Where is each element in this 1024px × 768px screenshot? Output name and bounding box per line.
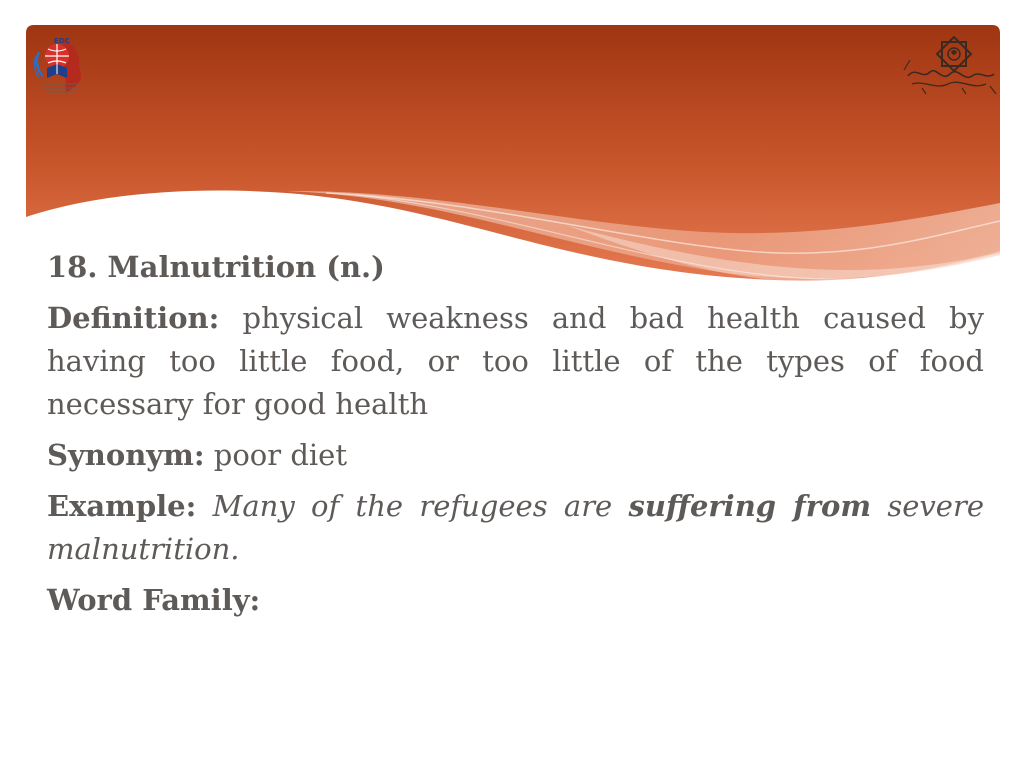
definition-row: [47, 297, 984, 426]
synonym-label: Synonym:: [47, 438, 205, 472]
example-emphasis: suffering from: [628, 489, 872, 523]
entry-heading: [47, 246, 984, 289]
synonym-row: [47, 434, 984, 477]
edc-logo-icon: [33, 34, 87, 96]
word-family-label: Word Family:: [47, 583, 261, 617]
synonym-text: poor diet: [213, 438, 347, 472]
svg-text:EDC: EDC: [54, 37, 70, 45]
example-text-before: Many of the refugees are: [212, 489, 613, 523]
example-text-after: severe malnutrition.: [47, 489, 984, 566]
vocabulary-entry: [47, 246, 984, 630]
example-label: Example:: [47, 489, 197, 523]
definition-label: Definition:: [47, 301, 220, 335]
university-emblem-icon: [902, 36, 998, 98]
example-row: [47, 485, 984, 571]
word-family-row: [47, 579, 984, 622]
definition-text: physical weakness and bad health caused by having too little food, or too little of the types of food necessary for good health: [47, 301, 985, 421]
entry-title: 18. Malnutrition (n.): [47, 250, 385, 284]
